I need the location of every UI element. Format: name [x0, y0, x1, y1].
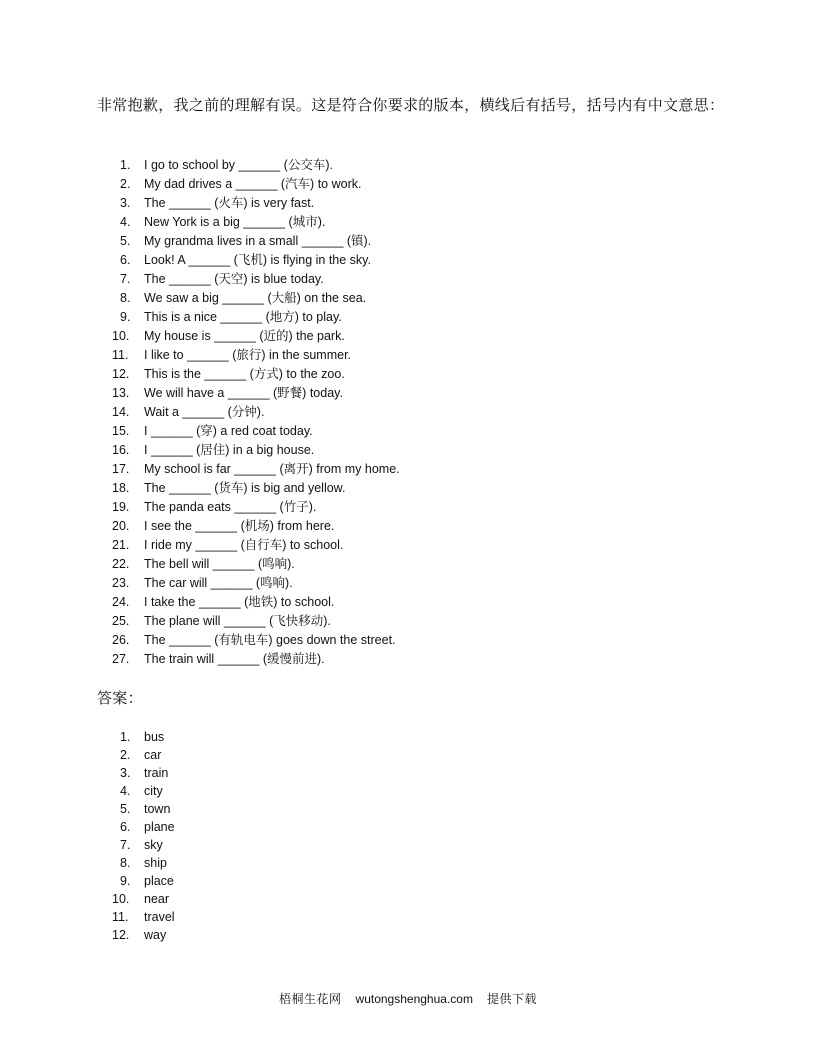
answer-item-text: ship — [144, 856, 167, 870]
question-item-text: My house is ______ (近的) the park. — [144, 329, 345, 343]
question-item-text: Look! A ______ (飞机) is flying in the sky. — [144, 253, 371, 267]
question-item-text: We saw a big ______ (大船) on the sea. — [144, 291, 367, 305]
answer-item-text: plane — [144, 820, 175, 834]
question-item-number: 4. — [120, 215, 131, 229]
question-item-number: 6. — [120, 253, 131, 267]
question-item — [112, 498, 400, 517]
answer-item-number: 10. — [112, 892, 130, 906]
answer-item-text: near — [144, 892, 170, 906]
question-item — [112, 403, 400, 422]
question-item — [112, 612, 400, 631]
question-item-text: I ______ (穿) a red coat today. — [144, 424, 313, 438]
question-item-number: 12. — [112, 367, 130, 381]
answer-item-number: 7. — [120, 838, 131, 852]
question-item-number: 3. — [120, 196, 131, 210]
question-item-number: 15. — [112, 424, 130, 438]
question-item — [112, 536, 400, 555]
question-item-number: 20. — [112, 519, 130, 533]
question-item — [112, 251, 400, 270]
question-item — [112, 384, 400, 403]
question-item — [112, 555, 400, 574]
question-item-number: 22. — [112, 557, 130, 571]
questions-list — [112, 156, 400, 669]
question-item-number: 26. — [112, 633, 130, 647]
question-item-number: 25. — [112, 614, 130, 628]
question-item — [112, 175, 400, 194]
answer-item-number: 9. — [120, 874, 131, 888]
answer-item-number: 8. — [120, 856, 131, 870]
answer-item-text: city — [144, 784, 163, 798]
question-item-number: 5. — [120, 234, 131, 248]
answer-item-number: 2. — [120, 748, 131, 762]
answer-item — [112, 800, 175, 818]
answer-item-text: train — [144, 766, 169, 780]
question-item — [112, 270, 400, 289]
question-item-text: I go to school by ______ (公交车). — [144, 158, 333, 172]
question-item — [112, 517, 400, 536]
answer-item-number: 11. — [112, 910, 129, 924]
question-item — [112, 422, 400, 441]
answer-item — [112, 782, 175, 800]
question-item-text: I ride my ______ (自行车) to school. — [144, 538, 344, 552]
question-item-text: The ______ (货车) is big and yellow. — [144, 481, 346, 495]
question-item-number: 23. — [112, 576, 130, 590]
question-item-number: 27. — [112, 652, 130, 666]
question-item-text: The car will ______ (鸣响). — [144, 576, 293, 590]
question-item-number: 16. — [112, 443, 130, 457]
question-item-text: I take the ______ (地铁) to school. — [144, 595, 335, 609]
answer-item — [112, 728, 175, 746]
question-item — [112, 289, 400, 308]
question-item — [112, 479, 400, 498]
question-item-number: 19. — [112, 500, 130, 514]
question-item — [112, 460, 400, 479]
answer-item — [112, 908, 175, 926]
question-item-text: My school is far ______ (离开) from my home. — [144, 462, 400, 476]
question-item-number: 11. — [112, 348, 129, 362]
answer-item — [112, 818, 175, 836]
question-item-number: 18. — [112, 481, 130, 495]
answer-item-text: sky — [144, 838, 163, 852]
question-item-number: 8. — [120, 291, 131, 305]
question-item — [112, 346, 400, 365]
question-item-number: 21. — [112, 538, 130, 552]
answer-item — [112, 854, 175, 872]
question-item-number: 7. — [120, 272, 131, 286]
question-item-number: 1. — [120, 158, 131, 172]
footer-download-text: 提供下载 — [486, 992, 537, 1006]
question-item — [112, 308, 400, 327]
question-item — [112, 593, 400, 612]
question-item-text: I like to ______ (旅行) in the summer. — [144, 348, 352, 362]
question-item-text: Wait a ______ (分钟). — [144, 405, 265, 419]
question-item-text: The ______ (有轨电车) goes down the street. — [144, 633, 396, 647]
question-item — [112, 327, 400, 346]
footer-site-name: 梧桐生花网 — [279, 992, 342, 1006]
answer-item-number: 5. — [120, 802, 131, 816]
answer-item-number: 4. — [120, 784, 131, 798]
answer-item — [112, 890, 175, 908]
question-item-number: 17. — [112, 462, 130, 476]
question-item — [112, 232, 400, 251]
question-item — [112, 631, 400, 650]
answer-item-text: bus — [144, 730, 165, 744]
question-item-text: New York is a big ______ (城市). — [144, 215, 326, 229]
question-item-text: My grandma lives in a small ______ (镇). — [144, 234, 372, 248]
question-item-text: I ______ (居住) in a big house. — [144, 443, 315, 457]
question-item-text: My dad drives a ______ (汽车) to work. — [144, 177, 362, 191]
question-item-number: 2. — [120, 177, 131, 191]
answer-item-number: 12. — [112, 928, 130, 942]
answer-item — [112, 926, 175, 944]
answer-item — [112, 872, 175, 890]
question-item-number: 14. — [112, 405, 130, 419]
answer-item — [112, 746, 175, 764]
answer-item-number: 1. — [120, 730, 131, 744]
question-item-text: The bell will ______ (鸣响). — [144, 557, 295, 571]
answers-list — [112, 728, 175, 944]
answer-item-text: car — [144, 748, 162, 762]
page-footer — [0, 990, 816, 1008]
question-item-number: 9. — [120, 310, 131, 324]
question-item — [112, 156, 400, 175]
question-item-text: This is the ______ (方式) to the zoo. — [144, 367, 345, 381]
answers-heading: 答案： — [97, 689, 143, 707]
question-item — [112, 365, 400, 384]
question-item-text: I see the ______ (机场) from here. — [144, 519, 335, 533]
intro-paragraph: 非常抱歉，我之前的理解有误。这是符合你要求的版本，横线后有括号，括号内有中文意思： — [97, 96, 725, 114]
answer-item-text: town — [144, 802, 171, 816]
question-item-number: 24. — [112, 595, 130, 609]
question-item-text: We will have a ______ (野餐) today. — [144, 386, 343, 400]
answer-item-number: 6. — [120, 820, 131, 834]
answer-item-text: place — [144, 874, 174, 888]
answer-item — [112, 836, 175, 854]
footer-site-url: wutongshenghua.com — [355, 992, 473, 1006]
answer-item-text: travel — [144, 910, 175, 924]
question-item-text: The plane will ______ (飞快移动). — [144, 614, 331, 628]
answer-item-number: 3. — [120, 766, 131, 780]
question-item-number: 13. — [112, 386, 130, 400]
answer-item — [112, 764, 175, 782]
question-item — [112, 194, 400, 213]
question-item-text: The train will ______ (缓慢前进). — [144, 652, 325, 666]
answer-item-text: way — [144, 928, 167, 942]
question-item — [112, 650, 400, 669]
question-item-number: 10. — [112, 329, 130, 343]
question-item-text: The ______ (天空) is blue today. — [144, 272, 324, 286]
question-item-text: The panda eats ______ (竹子). — [144, 500, 317, 514]
question-item-text: This is a nice ______ (地方) to play. — [144, 310, 342, 324]
question-item — [112, 441, 400, 460]
question-item — [112, 574, 400, 593]
question-item-text: The ______ (火车) is very fast. — [144, 196, 315, 210]
question-item — [112, 213, 400, 232]
